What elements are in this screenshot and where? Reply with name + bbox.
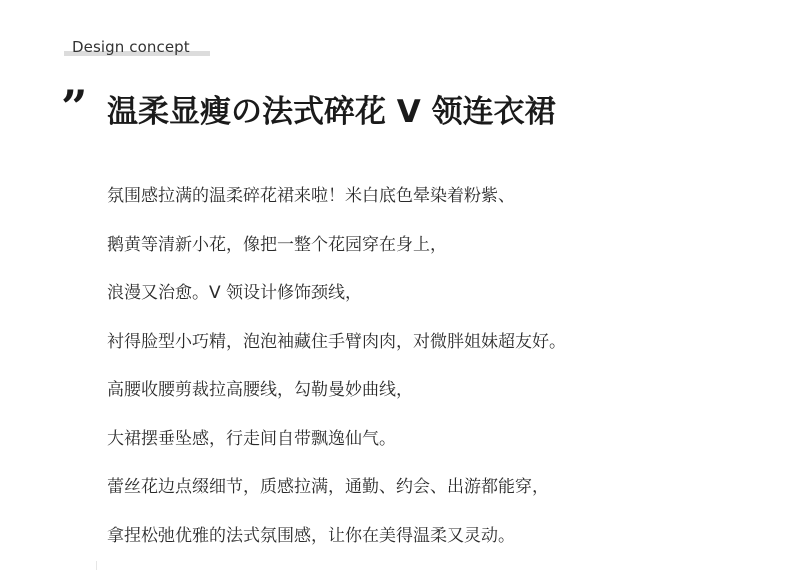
quote-mark-icon: ” <box>61 80 82 134</box>
description-line: 鹅黄等清新小花，像把一整个花园穿在身上， <box>107 234 447 255</box>
section-tag-label: Design concept <box>72 38 190 56</box>
description-line: 大裙摆垂坠感，行走间自带飘逸仙气。 <box>107 428 396 449</box>
description-line: 浪漫又治愈。V 领设计修饰颈线， <box>107 283 363 303</box>
description-line: 衬得脸型小巧精，泡泡袖藏住手臂肉肉，对微胖姐妹超友好。 <box>107 331 566 352</box>
description-line: 氛围感拉满的温柔碎花裙来啦！米白底色晕染着粉紫、 <box>107 186 515 206</box>
page-title: 温柔显瘦の法式碎花 V 领连衣裙 <box>107 94 556 130</box>
description-line: 蕾丝花边点缀细节，质感拉满，通勤、约会、出游都能穿， <box>107 477 549 497</box>
description-line: 高腰收腰剪裁拉高腰线，勾勒曼妙曲线， <box>107 380 413 400</box>
description-text <box>107 184 566 572</box>
section-tag <box>64 36 198 58</box>
divider <box>96 561 97 570</box>
description-line: 拿捏松弛优雅的法式氛围感，让你在美得温柔又灵动。 <box>107 525 515 546</box>
